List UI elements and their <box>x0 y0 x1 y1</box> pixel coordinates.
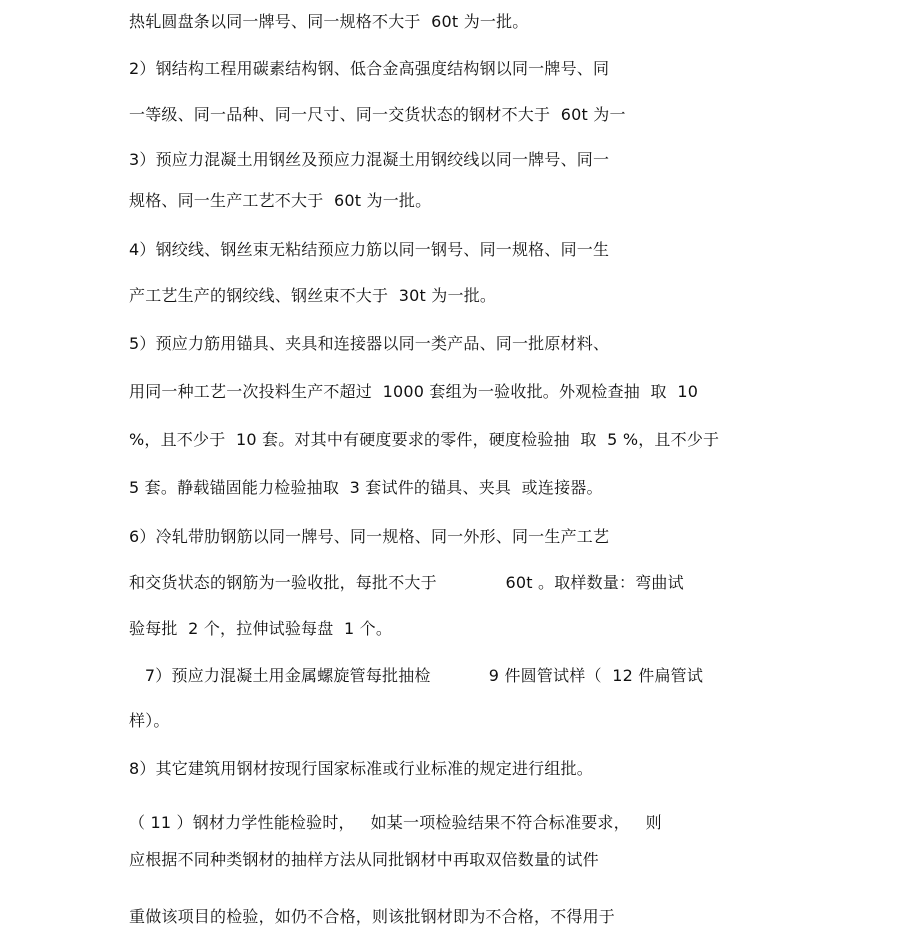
text-line: 8）其它建筑用钢材按现行国家标准或行业标准的规定进行组批。 <box>129 759 593 778</box>
text-line: 产工艺生产的钢绞线、钢丝束不大于 30t 为一批。 <box>129 286 497 305</box>
text-line: 7）预应力混凝土用金属螺旋管每批抽检 9 件圆管试样（ 12 件扁管试 <box>129 666 704 685</box>
text-line: 用同一种工艺一次投料生产不超过 1000 套组为一验收批。外观检查抽 取 10 <box>129 382 699 401</box>
text-line: 重做该项目的检验，如仍不合格，则该批钢材即为不合格，不得用于 <box>129 907 616 926</box>
text-line: 3）预应力混凝土用钢丝及预应力混凝土用钢绞线以同一牌号、同一 <box>129 150 610 169</box>
text-line: 5）预应力筋用锚具、夹具和连接器以同一类产品、同一批原材料、 <box>129 334 610 353</box>
text-line: 和交货状态的钢筋为一验收批，每批不大于 60t 。取样数量：弯曲试 <box>129 573 684 592</box>
text-line: 热轧圆盘条以同一牌号、同一规格不大于 60t 为一批。 <box>129 12 529 31</box>
text-line: %，且不少于 10 套。对其中有硬度要求的零件，硬度检验抽 取 5 %，且不少于 <box>129 430 720 449</box>
text-line: 2）钢结构工程用碳素结构钢、低合金高强度结构钢以同一牌号、同 <box>129 59 610 78</box>
text-line: 验每批 2 个，拉伸试验每盘 1 个。 <box>129 619 393 638</box>
text-line: 4）钢绞线、钢丝束无粘结预应力筋以同一钢号、同一规格、同一生 <box>129 240 610 259</box>
text-line: 一等级、同一品种、同一尺寸、同一交货状态的钢材不大于 60t 为一 <box>129 105 626 124</box>
text-line: 样）。 <box>129 711 170 730</box>
text-line: （ 11 ）钢材力学性能检验时， 如某一项检验结果不符合标准要求， 则 <box>129 813 662 832</box>
text-line: 规格、同一生产工艺不大于 60t 为一批。 <box>129 191 432 210</box>
text-line: 6）冷轧带肋钢筋以同一牌号、同一规格、同一外形、同一生产工艺 <box>129 527 610 546</box>
text-line: 应根据不同种类钢材的抽样方法从同批钢材中再取双倍数量的试件 <box>129 850 599 869</box>
text-line: 5 套。静载锚固能力检验抽取 3 套试件的锚具、夹具 或连接器。 <box>129 478 603 497</box>
